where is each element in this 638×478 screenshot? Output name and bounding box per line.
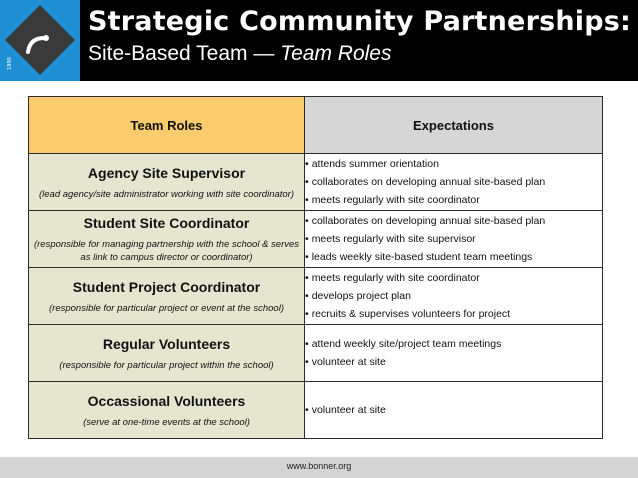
expectation-item: • meets regularly with site coordinator [305, 269, 602, 287]
role-description: (responsible for particular project within the school) [59, 359, 274, 371]
table-row [29, 154, 603, 211]
table-row [29, 268, 603, 325]
expectations-cell [305, 268, 603, 325]
expectation-item: • collaborates on developing annual site-based plan [305, 173, 602, 191]
subtitle-emphasis: Team Roles [280, 42, 392, 65]
role-description: (responsible for managing partnership with the school & serves as link to campus director or coordinator) [33, 239, 300, 263]
expectation-item: • attends summer orientation [305, 155, 602, 173]
column-header-expectations: Expectations [305, 97, 603, 154]
expectation-item: • leads weekly site-based student team meetings [305, 248, 602, 266]
table-row [29, 325, 603, 382]
expectation-item: • attend weekly site/project team meetings [305, 335, 602, 353]
team-roles-table [28, 96, 603, 439]
expectation-item: • meets regularly with site coordinator [305, 191, 602, 209]
page-title: Strategic Community Partnerships: [88, 6, 632, 37]
table-row [29, 382, 603, 439]
role-cell [29, 211, 305, 268]
footer-url[interactable]: www.bonner.org [286, 461, 352, 471]
expectations-cell [305, 325, 603, 382]
page-subtitle [88, 42, 391, 66]
expectation-item: • meets regularly with site supervisor [305, 230, 602, 248]
expectations-cell [305, 382, 603, 439]
role-cell [29, 382, 305, 439]
expectations-cell [305, 154, 603, 211]
footer-bar [0, 457, 638, 478]
role-name: Agency Site Supervisor [87, 164, 246, 181]
role-name: Occassional Volunteers [87, 392, 246, 409]
expectation-item: • volunteer at site [305, 401, 602, 419]
table-row [29, 211, 603, 268]
expectation-item: • develops project plan [305, 287, 602, 305]
logo [0, 0, 80, 81]
table-header-row [29, 97, 603, 154]
logo-text: 1990 [7, 57, 13, 70]
role-description: (responsible for particular project or event at the school) [49, 302, 284, 314]
expectations-cell [305, 211, 603, 268]
role-name: Student Site Coordinator [83, 215, 250, 231]
column-header-team-roles: Team Roles [29, 97, 305, 154]
header-bar [0, 0, 638, 81]
role-cell [29, 325, 305, 382]
expectation-item: • volunteer at site [305, 353, 602, 371]
logo-diamond-icon [0, 0, 80, 81]
expectation-item: • recruits & supervises volunteers for project [305, 305, 602, 323]
role-cell [29, 154, 305, 211]
role-description: (serve at one-time events at the school) [83, 416, 250, 428]
subtitle-main: Site-Based Team — [88, 42, 281, 65]
role-name: Regular Volunteers [102, 335, 231, 352]
expectation-item: • collaborates on developing annual site-based plan [305, 212, 602, 230]
role-cell [29, 268, 305, 325]
role-name: Student Project Coordinator [72, 278, 261, 295]
role-description: (lead agency/site administrator working with site coordinator) [38, 188, 295, 200]
